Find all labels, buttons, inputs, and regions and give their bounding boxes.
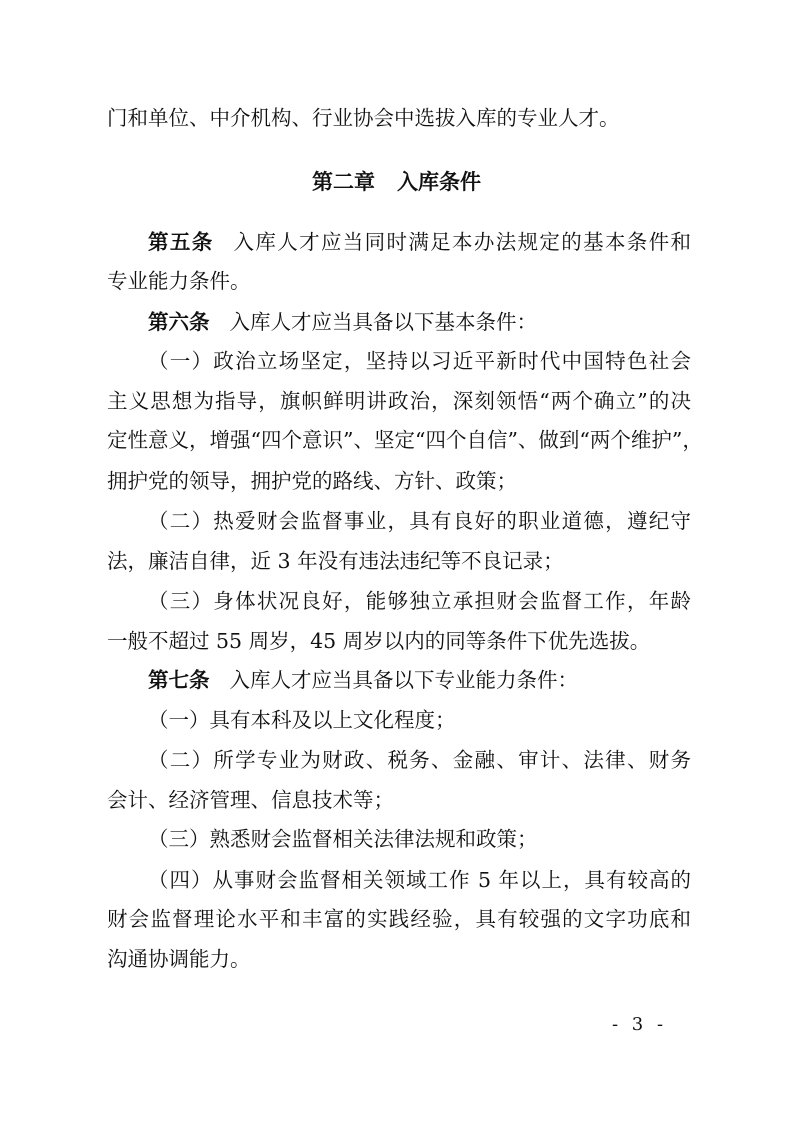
paragraph-line: 门和单位、中介机构、行业协会中选拔入库的专业人才。 [107,106,620,130]
article-5-line [148,228,691,256]
article-text: 入库人才应当同时满足本办法规定的基本条件和 [233,230,692,254]
paragraph-line: 主义思想为指导，旗帜鲜明讲政治，深刻领悟“两个确立”的决 [107,389,691,413]
paragraph-line: 专业能力条件。 [107,269,251,293]
paragraph-line: （三）熟悉财会监督相关法律法规和政策； [148,827,538,851]
paragraph-line: （四）从事财会监督相关领域工作 5 年以上，具有较高的 [148,868,691,892]
article-text: 入库人才应当具备以下专业能力条件： [229,668,578,692]
article-label: 第七条 [148,668,210,692]
paragraph-line: （三）身体状况良好，能够独立承担财会监督工作，年龄 [148,589,691,613]
paragraph-line: 沟通协调能力。 [107,947,251,971]
paragraph-line: （二）所学专业为财政、税务、金融、审计、法律、财务 [148,748,691,772]
paragraph-line: 一般不超过 55 周岁，45 周岁以内的同等条件下优先选拔。 [107,629,651,653]
paragraph-line: 会计、经济管理、信息技术等； [107,788,394,812]
article-label: 第五条 [148,230,214,254]
paragraph-line: 拥护党的领导，拥护党的路线、方针、政策； [107,469,517,493]
paragraph-line: （一）具有本科及以上文化程度； [148,708,456,732]
chapter-title: 入库条件 [397,170,481,194]
paragraph-line: （二）热爱财会监督事业，具有良好的职业道德，遵纪守 [148,509,691,533]
chapter-heading [0,168,793,196]
article-6-line [148,308,691,336]
paragraph-line: 财会监督理论水平和丰富的实践经验，具有较强的文字功底和 [107,907,691,931]
paragraph-line: 法，廉洁自律，近 3 年没有违法违纪等不良记录； [107,549,564,573]
page-number: - 3 - [612,1014,668,1035]
paragraph-line: 定性意义，增强“四个意识”、坚定“四个自信”、做到“两个维护”， [107,428,703,452]
article-text: 入库人才应当具备以下基本条件： [229,310,537,334]
article-label: 第六条 [148,310,210,334]
article-7-line [148,666,691,694]
paragraph-line: （一）政治立场坚定，坚持以习近平新时代中国特色社会 [148,349,691,373]
chapter-number: 第二章 [312,170,375,194]
